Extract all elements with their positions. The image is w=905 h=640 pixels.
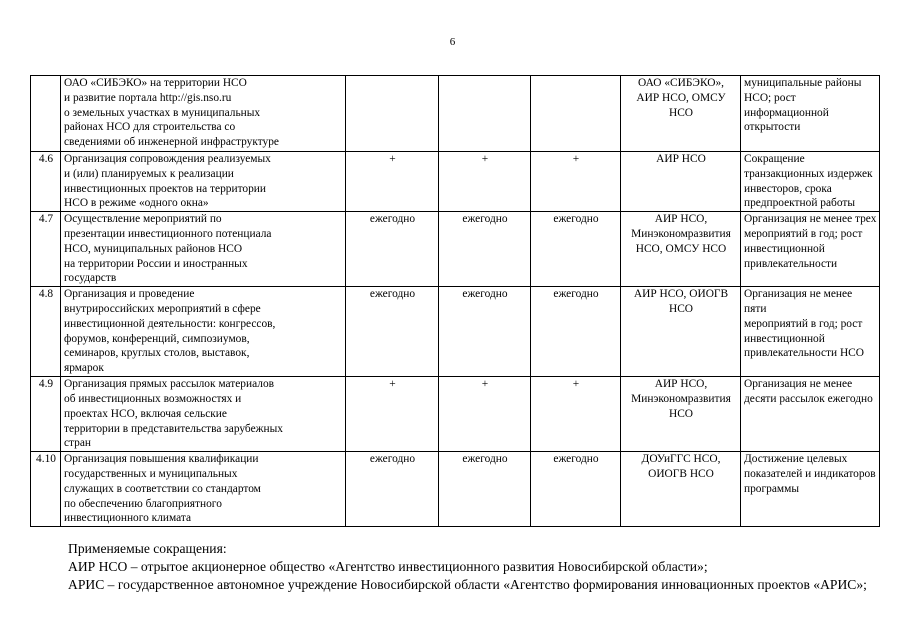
- abbreviation-air: АИР НСО – отрытое акционерное общество «Агентство инвестиционного развития Новосибирской области»;: [68, 559, 708, 574]
- row-number-cell: 4.8: [31, 287, 61, 377]
- executor-cell: ОАО «СИБЭКО», АИР НСО, ОМСУ НСО: [621, 76, 741, 152]
- year1-cell: +: [346, 377, 439, 452]
- year3-cell: [531, 76, 621, 152]
- row-number-cell: [31, 76, 61, 152]
- row-number-cell: 4.7: [31, 212, 61, 287]
- result-cell: Организация не менее десяти рассылок ежегодно: [741, 377, 880, 452]
- row-number-cell: 4.9: [31, 377, 61, 452]
- year1-cell: [346, 76, 439, 152]
- event-cell: Осуществление мероприятий по презентации инвестиционного потенциала НСО, муниципальных районов НСО на территории России и иностранных государств: [61, 212, 346, 287]
- executor-cell: ДОУиГГС НСО, ОИОГВ НСО: [621, 452, 741, 527]
- year3-cell: ежегодно: [531, 452, 621, 527]
- row-number-cell: 4.10: [31, 452, 61, 527]
- executor-cell: АИР НСО, Минэкономразвития НСО: [621, 377, 741, 452]
- activities-table: [30, 75, 880, 527]
- row-number-cell: 4.6: [31, 152, 61, 212]
- year2-cell: +: [439, 377, 531, 452]
- executor-cell: АИР НСО, ОИОГВ НСО: [621, 287, 741, 377]
- year3-cell: ежегодно: [531, 287, 621, 377]
- year2-cell: ежегодно: [439, 287, 531, 377]
- table-row: [31, 377, 880, 452]
- event-cell: ОАО «СИБЭКО» на территории НСО и развитие портала http://gis.nso.ru о земельных участках в муниципальных районах НСО для строительства со сведениями об инженерной инфраструктуре: [61, 76, 346, 152]
- year2-cell: ежегодно: [439, 212, 531, 287]
- year2-cell: ежегодно: [439, 452, 531, 527]
- result-cell: Сокращение транзакционных издержек инвесторов, срока предпроектной работы: [741, 152, 880, 212]
- event-cell: Организация сопровождения реализуемых и (или) планируемых к реализации инвестиционных проектов на территории НСО в режиме «одного окна»: [61, 152, 346, 212]
- year3-cell: +: [531, 377, 621, 452]
- table-row: [31, 212, 880, 287]
- abbreviation-aris: АРИС – государственное автономное учреждение Новосибирской области «Агентство формирования инновационных проектов «АРИС»;: [68, 577, 867, 592]
- page-number: 6: [449, 36, 456, 48]
- abbreviations-heading: Применяемые сокращения:: [68, 541, 227, 556]
- year3-cell: +: [531, 152, 621, 212]
- event-cell: Организация и проведение внутрироссийских мероприятий в сфере инвестиционной деятельности: конгрессов, форумов, конференций, симпозиумов, семинаров, круглых столов, выставок, ярмарок: [61, 287, 346, 377]
- table-row: [31, 152, 880, 212]
- result-cell: Организация не менее пяти мероприятий в год; рост инвестиционной привлекательности НСО: [741, 287, 880, 377]
- abbreviations-section: [30, 540, 879, 594]
- event-cell: Организация прямых рассылок материалов об инвестиционных возможностях и проектах НСО, включая сельские территории в представительства зарубежных стран: [61, 377, 346, 452]
- year2-cell: +: [439, 152, 531, 212]
- year2-cell: [439, 76, 531, 152]
- result-cell: Достижение целевых показателей и индикаторов программы: [741, 452, 880, 527]
- year1-cell: +: [346, 152, 439, 212]
- year3-cell: ежегодно: [531, 212, 621, 287]
- table-row: [31, 452, 880, 527]
- table-row: [31, 287, 880, 377]
- result-cell: Организация не менее трех мероприятий в год; рост инвестиционной привлекательности: [741, 212, 880, 287]
- executor-cell: АИР НСО: [621, 152, 741, 212]
- result-cell: муниципальные районы НСО; рост информационной открытости: [741, 76, 880, 152]
- event-cell: Организация повышения квалификации государственных и муниципальных служащих в соответствии со стандартом по обеспечению благоприятного инвестиционного климата: [61, 452, 346, 527]
- year1-cell: ежегодно: [346, 287, 439, 377]
- year1-cell: ежегодно: [346, 452, 439, 527]
- executor-cell: АИР НСО, Минэкономразвития НСО, ОМСУ НСО: [621, 212, 741, 287]
- year1-cell: ежегодно: [346, 212, 439, 287]
- table-body: [31, 76, 880, 527]
- table-row: [31, 76, 880, 152]
